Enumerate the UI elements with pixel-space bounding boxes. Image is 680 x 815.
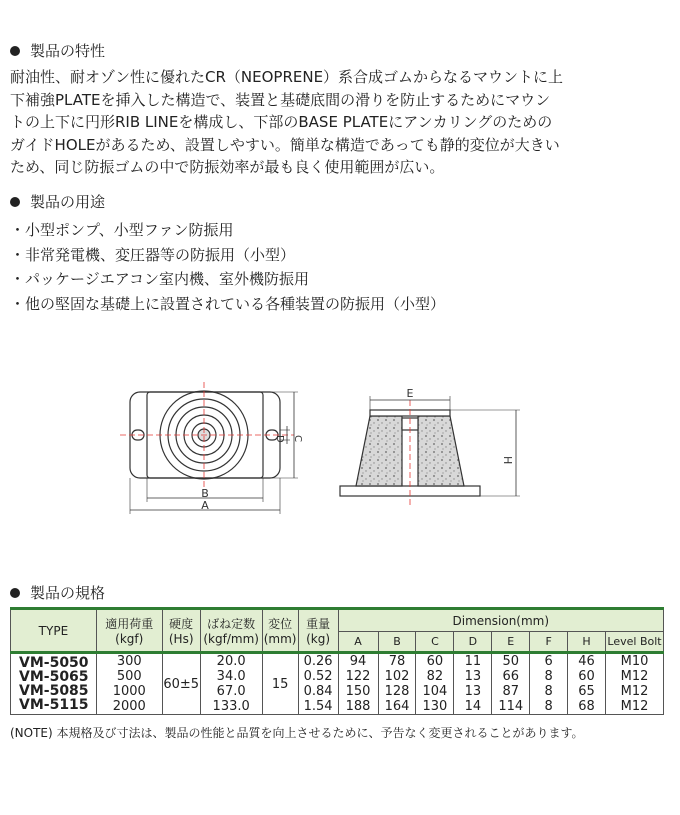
uses-item: ・非常発電機、変圧器等の防振用（小型）: [10, 245, 296, 264]
bullet-dot-icon: [10, 46, 20, 56]
th-load: 適用荷重 (kgf): [96, 609, 162, 653]
dim-h-cell: 46 60 65 68: [568, 653, 606, 715]
spring-cell: 20.0 34.0 67.0 133.0: [200, 653, 262, 715]
label-b: B: [201, 487, 209, 500]
dim-e-cell: 50 66 87 114: [492, 653, 530, 715]
weight-cell: 0.26 0.52 0.84 1.54: [298, 653, 338, 715]
th-hardness: 硬度 (Hs): [162, 609, 200, 653]
uses-list: [10, 218, 445, 316]
load-cell: 300 500 1000 2000: [96, 653, 162, 715]
specs-title: 製品の規格: [30, 584, 106, 602]
type-cell: VM-5050 VM-5065 VM-5085 VM-5115: [11, 653, 97, 715]
th-weight: 重量 (kg): [298, 609, 338, 653]
uses-item: ・小型ポンプ、小型ファン防振用: [10, 221, 234, 239]
spec-table: [10, 607, 664, 715]
specs-heading: [10, 582, 105, 603]
top-view: [120, 382, 298, 514]
level-bolt-cell: M10 M12 M12 M12: [606, 653, 664, 715]
features-heading: [10, 40, 105, 61]
label-e: E: [406, 387, 414, 400]
features-line: トの上下に円形RIB LINEを構成し、下部のBASE PLATEにアンカリングのための: [10, 113, 553, 131]
features-line: 下補強PLATEを挿入した構造で、装置と基礎底間の滑りを防止するためにマウン: [10, 90, 551, 109]
hardness-cell: 60±5: [162, 653, 200, 715]
th-dim-h: H: [568, 632, 606, 653]
features-line: ため、同じ防振ゴムの中で防振効率が最も良く使用範囲が広い。: [10, 158, 445, 176]
features-line: 耐油性、耐オゾン性に優れたCR（NEOPRENE）系合成ゴムからなるマウントに上: [10, 68, 564, 86]
dim-c-cell: 60 82 104 130: [416, 653, 454, 715]
th-dim-e: E: [492, 632, 530, 653]
dim-a-cell: 94 122 150 188: [338, 653, 378, 715]
th-dimension: Dimension(mm): [338, 609, 663, 632]
th-type: TYPE: [11, 609, 97, 653]
uses-heading: [10, 191, 105, 212]
features-line: ガイドHOLEがあるため、設置しやすい。簡単な構造であっても静的変位が大きい: [10, 135, 560, 154]
disp-cell: 15: [262, 653, 298, 715]
th-spring: ばね定数 (kgf/mm): [200, 609, 262, 653]
dim-f-cell: 6 8 8 8: [530, 653, 568, 715]
dim-d-cell: 11 13 13 14: [454, 653, 492, 715]
features-title: 製品の特性: [30, 42, 106, 60]
rubber-body-right: [418, 416, 464, 486]
bullet-dot-icon: [10, 588, 20, 598]
label-d: D: [274, 435, 285, 443]
th-dim-b: B: [378, 632, 416, 653]
side-section-view: [340, 396, 520, 505]
mount-drawing: [120, 370, 540, 520]
uses-item: ・パッケージエアコン室内機、室外機防振用: [10, 270, 309, 288]
bullet-dot-icon: [10, 197, 20, 207]
label-c: C: [292, 435, 303, 442]
label-a: A: [201, 499, 209, 512]
uses-item: ・他の堅固な基礎上に設置されている各種装置の防振用（小型）: [10, 294, 446, 313]
th-disp: 変位 (mm): [262, 609, 298, 653]
th-dim-d: D: [454, 632, 492, 653]
th-dim-a: A: [338, 632, 378, 653]
features-paragraph: [10, 66, 672, 179]
label-h: H: [501, 456, 514, 465]
rubber-body-left: [356, 416, 402, 486]
note-text: (NOTE) 本規格及び寸法は、製品の性能と品質を向上させるために、予告なく変更されることがあります。: [10, 726, 584, 740]
th-dim-c: C: [416, 632, 454, 653]
uses-title: 製品の用途: [30, 193, 106, 211]
table-body-row: [11, 653, 664, 715]
th-level-bolt: Level Bolt: [606, 632, 664, 653]
dim-b-cell: 78 102 128 164: [378, 653, 416, 715]
th-dim-f: F: [530, 632, 568, 653]
